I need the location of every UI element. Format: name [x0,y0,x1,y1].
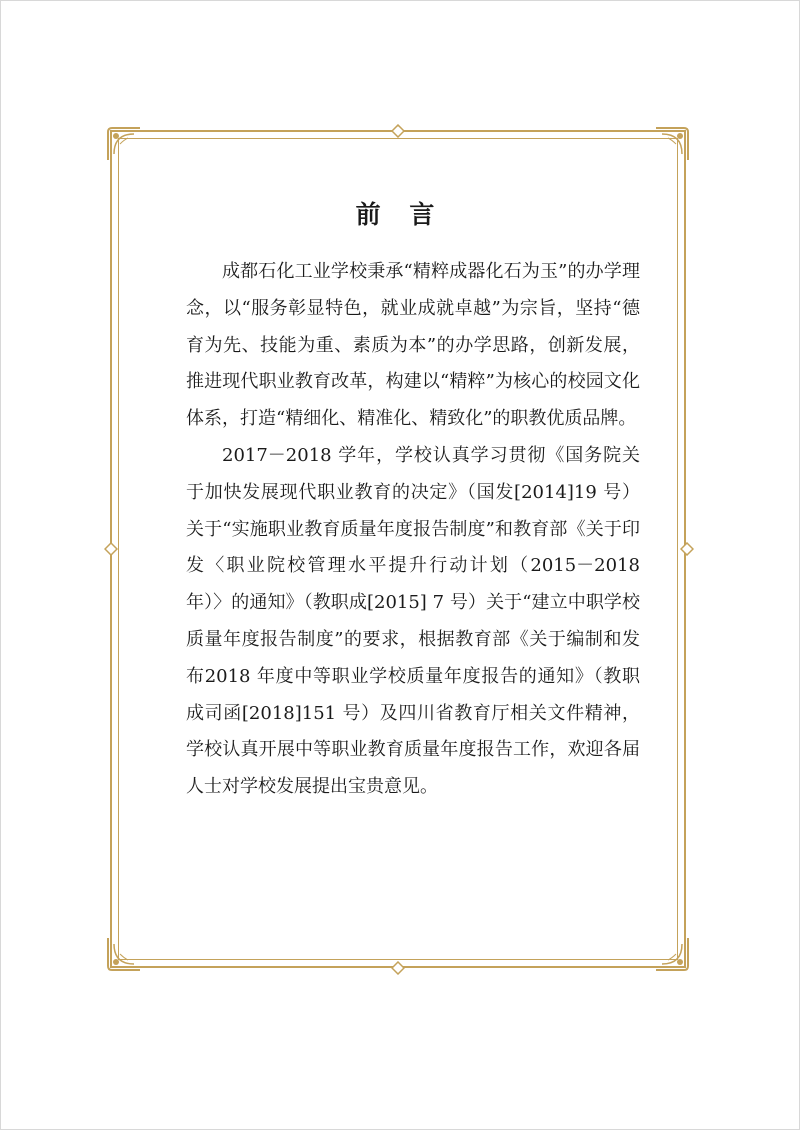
frame-edge-ornament-top [391,124,405,138]
frame-corner-ornament-bottom-right [652,934,692,974]
frame-corner-ornament-bottom-left [104,934,144,974]
frame-edge-ornament-left [104,542,118,556]
frame-corner-ornament-top-right [652,124,692,164]
paragraph: 成都石化工业学校秉承“精粹成器化石为玉”的办学理念，以“服务彰显特色，就业成就卓越”为宗旨，坚持“德育为先、技能为重、素质为本”的办学思路，创新发展，推进现代职业教育改革，构建以“精粹”为核心的校园文化体系，打造“精细化、精准化、精致化”的职教优质品牌。 [186,261,640,430]
frame-edge-ornament-bottom [391,961,405,975]
paragraph: 2017－2018 学年，学校认真学习贯彻《国务院关于加快发展现代职业教育的决定》（国发[2014]19 号）关于“实施职业教育质量年度报告制度”和教育部《关于印发〈职业院校管理水平提升行动计划（2015－2018 年）〉的通知》（教职成[2015] 7 号）关于“建立中职学校质量年度报告制度”的要求，根据教育部《关于编制和发布2018 年度中等职业学校质量年度报告的通知》（教职成司函[2018]151 号）及四川省教育厅相关文件精神，学校认真开展中等职业教育质量年度报告工作，欢迎各届人士对学校发展提出宝贵意见。 [186,444,640,798]
frame-corner-ornament-top-left [104,124,144,164]
frame-edge-ornament-right [680,542,694,556]
preface-body [186,254,640,806]
page-title: 前 言 [355,200,445,229]
